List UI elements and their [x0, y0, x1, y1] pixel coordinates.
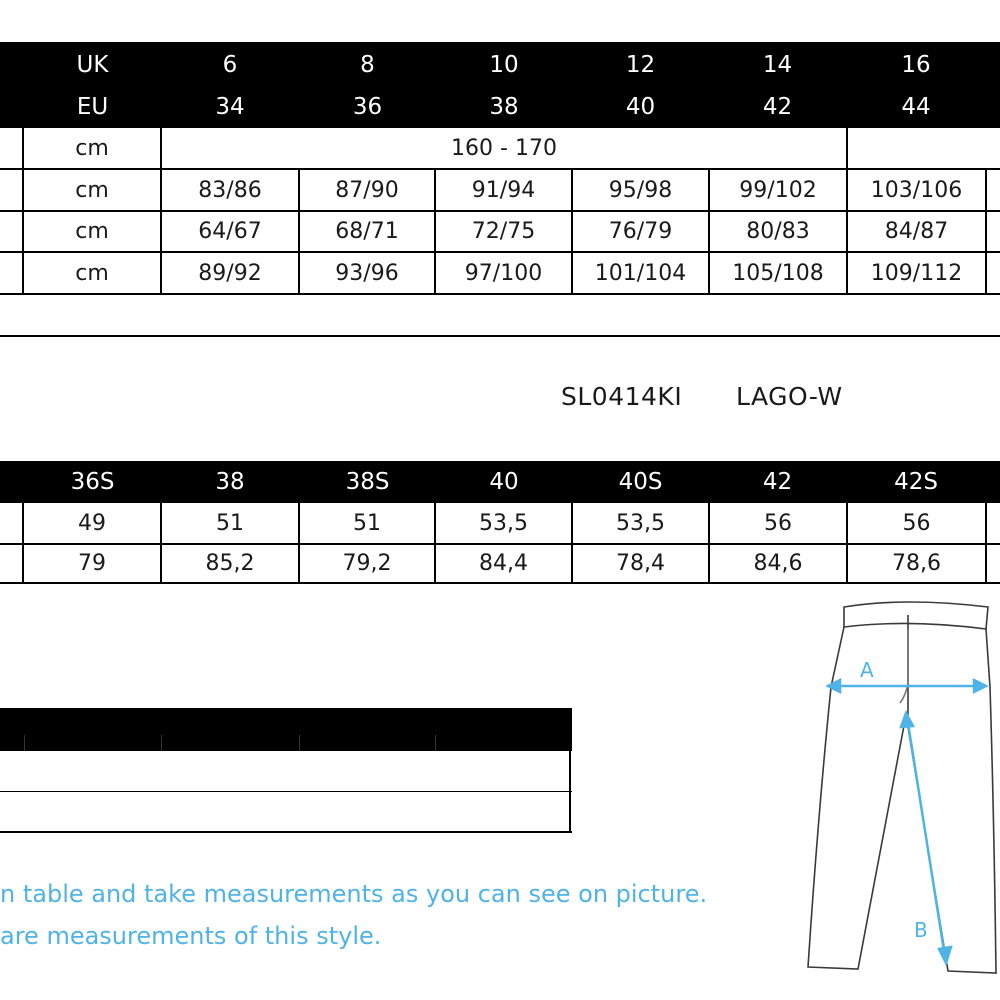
uk-label: UK: [76, 52, 109, 78]
trouser-fly: [900, 629, 908, 703]
table-cell: 84/87: [884, 219, 949, 244]
eu-size: 40: [625, 94, 656, 120]
uk-size: 12: [625, 52, 656, 78]
instruction-line-1: n table and take measurements as you can see on picture.: [0, 880, 708, 908]
table-cell: 64/67: [198, 219, 262, 244]
table-rule: [569, 751, 571, 833]
unit-cell: cm: [75, 219, 109, 244]
table-cell: 105/108: [732, 260, 824, 286]
eu-size: 34: [215, 94, 245, 120]
uk-size: 6: [222, 52, 238, 78]
table-cell: 78,4: [616, 551, 665, 576]
width-arrow-head-left: [828, 680, 840, 692]
garment-size: 38S: [345, 469, 390, 495]
table-rule: [0, 791, 572, 792]
table-cell: 93/96: [335, 260, 399, 286]
blank-table-header-band: [0, 708, 572, 751]
uk-size: 8: [360, 52, 375, 78]
eu-size: 38: [489, 94, 519, 120]
table-cell: 49: [78, 510, 106, 536]
table-cell: 84,4: [479, 551, 528, 576]
length-arrow-head-top: [901, 713, 913, 727]
table-cell: 53,5: [616, 510, 665, 536]
length-arrow-line: [908, 723, 944, 951]
table-cell: 78,6: [892, 551, 941, 576]
garment-size: 40S: [618, 469, 663, 495]
instruction-line-2: are measurements of this style.: [0, 922, 382, 950]
table-rule: [985, 170, 987, 295]
table-cell: 51: [353, 510, 381, 536]
table-cell: 79: [78, 551, 106, 576]
table-cell: 56: [764, 510, 792, 536]
label-b: B: [914, 918, 928, 942]
table-cell: 72/75: [471, 219, 536, 244]
length-arrow-head-bottom: [939, 947, 951, 963]
garment-size: 42: [762, 469, 793, 495]
trouser-outline: [808, 627, 996, 973]
garment-size: 36S: [70, 469, 115, 495]
section-divider: [0, 335, 1000, 337]
table-cell: 103/106: [870, 177, 963, 203]
unit-cell: cm: [75, 260, 109, 286]
table-rule: [0, 831, 572, 833]
table-cell: 84,6: [753, 551, 803, 576]
table-cell: 97/100: [464, 260, 543, 286]
table-rule: [985, 503, 987, 584]
table-cell: 79,2: [342, 551, 392, 576]
eu-size: 36: [352, 94, 383, 120]
table-cell: 99/102: [739, 177, 817, 203]
unit-cell: cm: [75, 136, 109, 161]
eu-label: EU: [76, 94, 109, 120]
table-rule: [0, 293, 1000, 295]
uk-size: 16: [901, 52, 931, 78]
label-a: A: [860, 658, 874, 682]
height-range-cell: 160 - 170: [451, 136, 557, 161]
table-rule: [161, 735, 162, 751]
table-rule: [299, 735, 300, 751]
table-cell: 83/86: [198, 177, 262, 203]
table-cell: 101/104: [594, 260, 687, 286]
uk-size: 14: [762, 52, 793, 78]
product-code: SL0414KI: [561, 382, 683, 411]
width-arrow-head-right: [974, 680, 986, 692]
product-name: LAGO-W: [736, 382, 843, 411]
eu-size: 42: [762, 94, 793, 120]
table-cell: 89/92: [198, 260, 262, 286]
table-rule: [435, 735, 436, 751]
uk-size: 10: [489, 52, 519, 78]
table-rule: [846, 128, 848, 170]
table-cell: 91/94: [471, 177, 536, 203]
table-cell: 85,2: [205, 551, 255, 576]
garment-size: 42S: [894, 469, 938, 495]
table-cell: 51: [216, 510, 244, 536]
table-cell: 76/79: [608, 219, 673, 244]
trouser-waistband: [844, 602, 988, 629]
table-rule: [24, 735, 25, 751]
trouser-measurement-diagram: [800, 595, 1000, 975]
unit-cell: cm: [75, 177, 109, 203]
table-cell: 109/112: [870, 260, 963, 286]
table-cell: 95/98: [608, 177, 673, 203]
eu-size: 44: [901, 94, 931, 120]
table-rule: [0, 582, 1000, 584]
garment-size: 38: [215, 469, 245, 495]
garment-size: 40: [489, 469, 519, 495]
table-cell: 56: [902, 510, 931, 536]
table-cell: 53,5: [479, 510, 528, 536]
table-cell: 80/83: [746, 219, 810, 244]
table-cell: 68/71: [335, 219, 399, 244]
table-cell: 87/90: [335, 177, 399, 203]
